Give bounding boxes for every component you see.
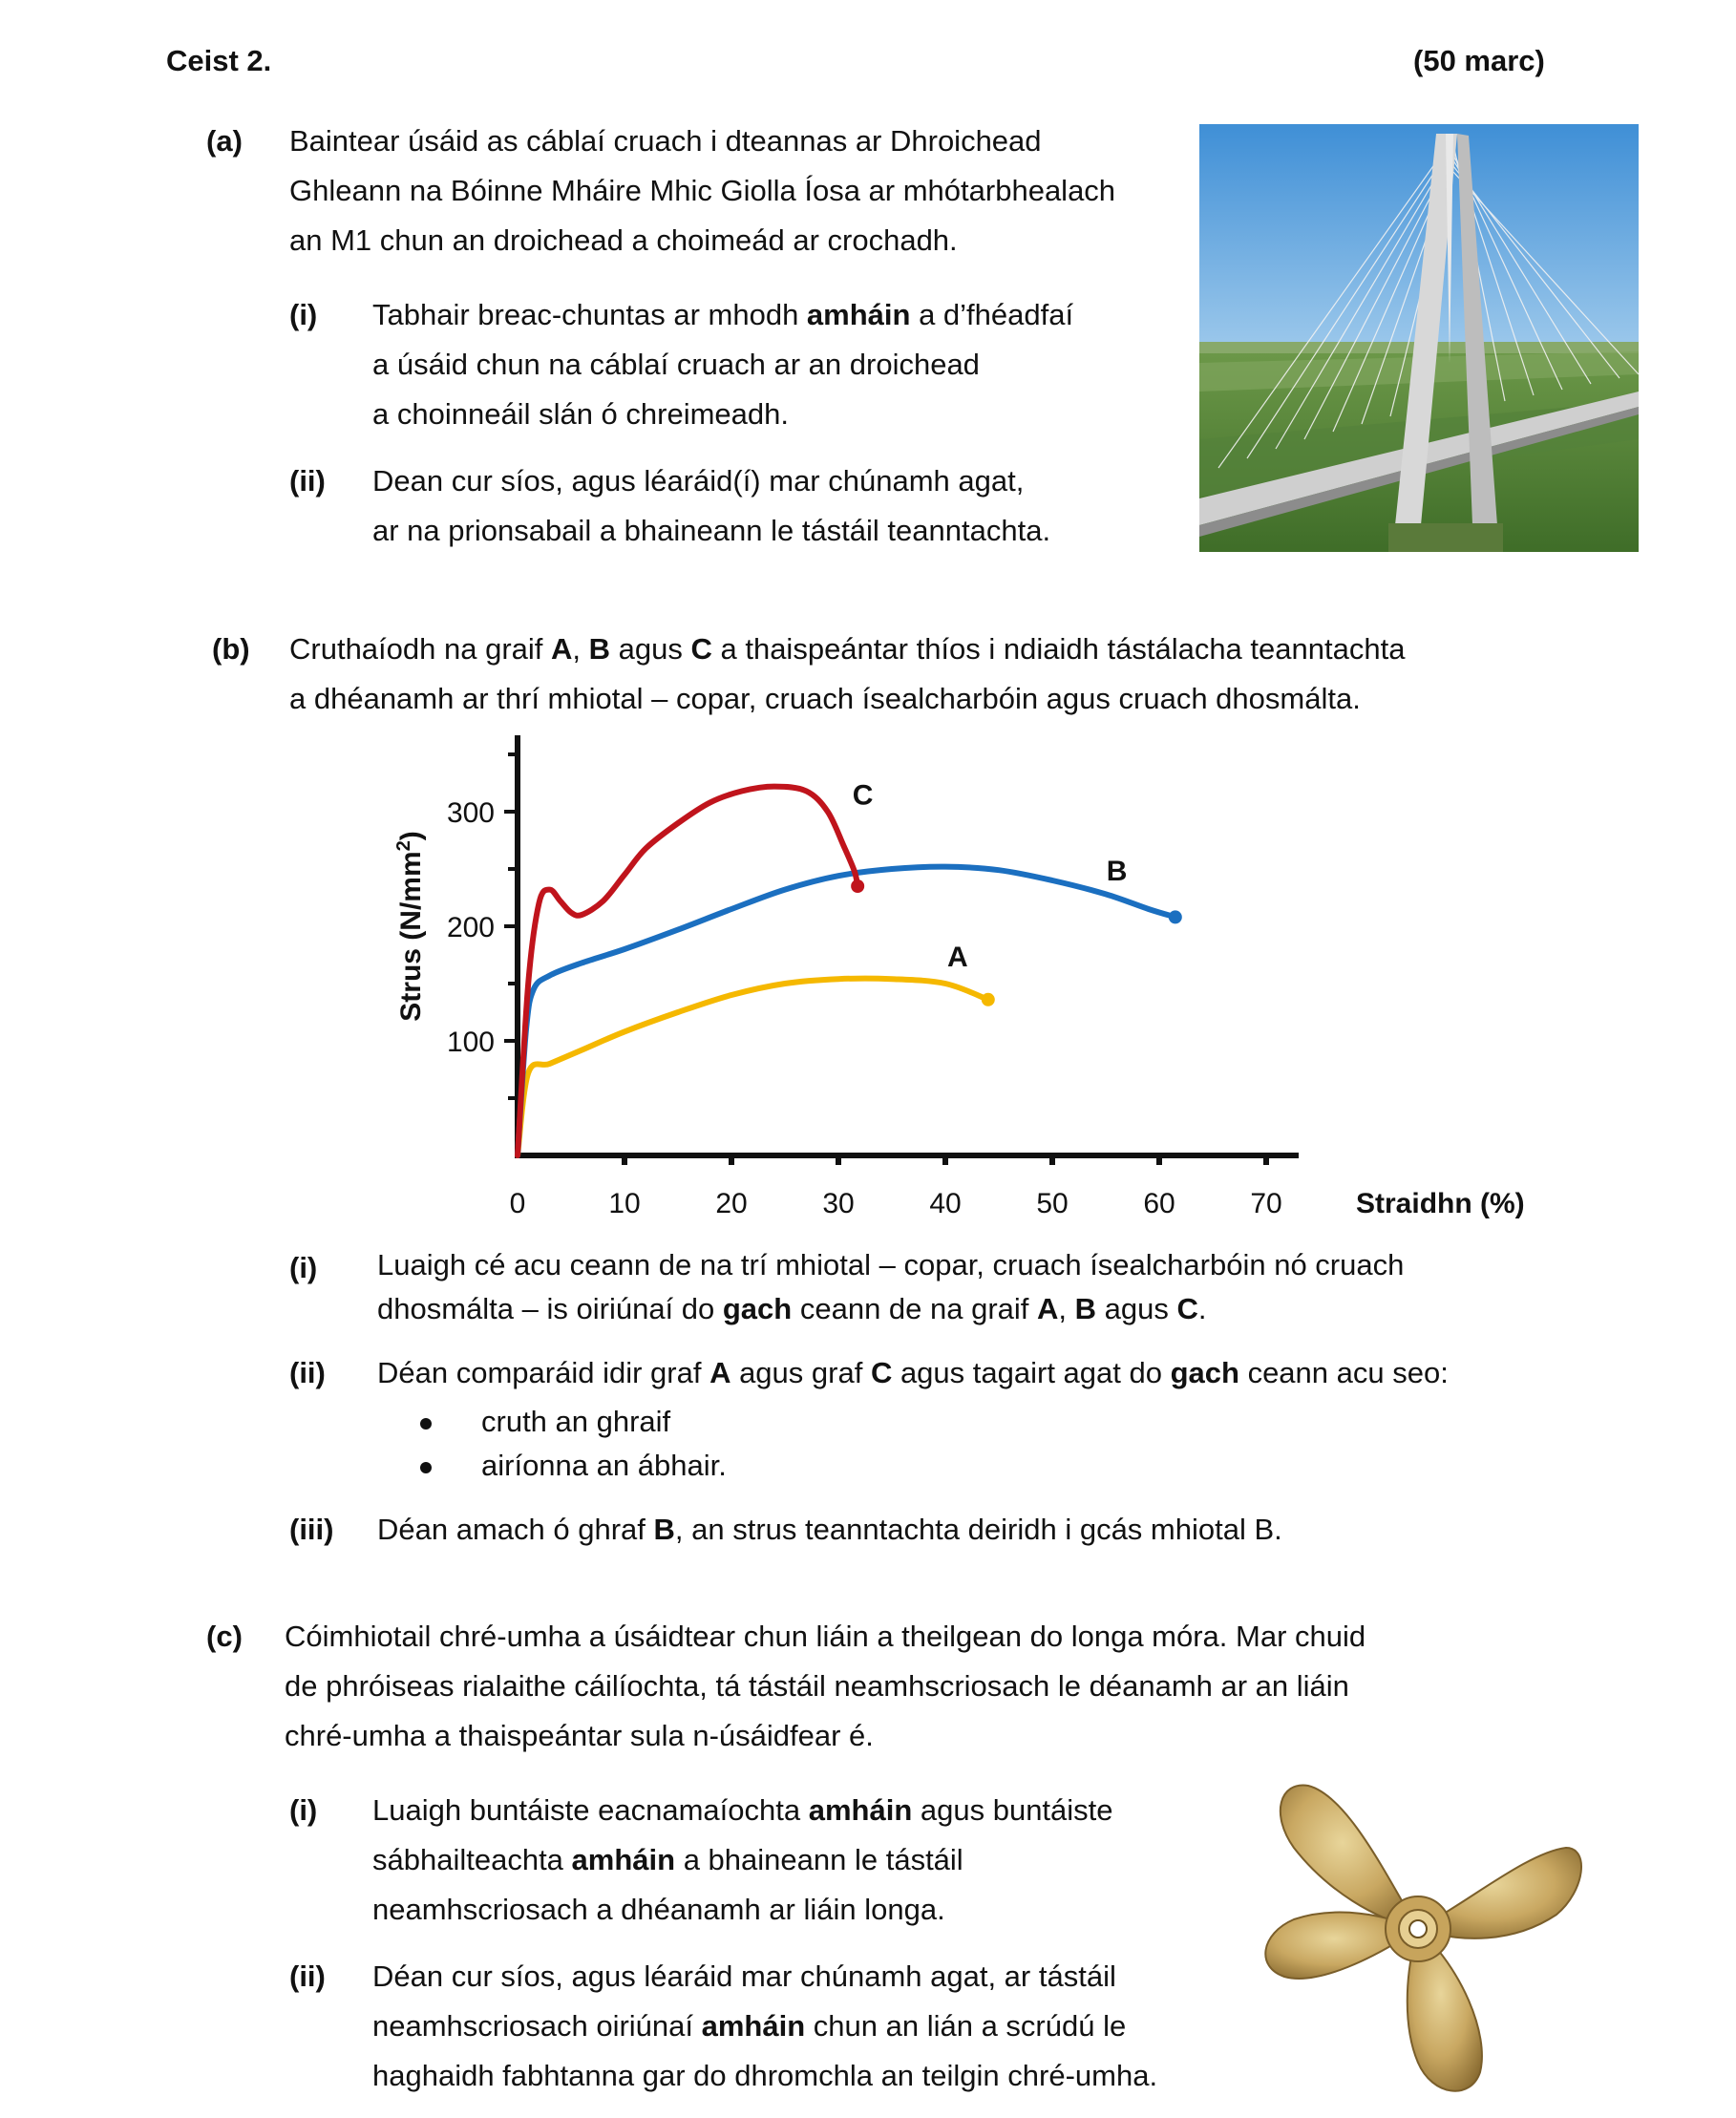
text-span: neamhscriosach oiriúnaí — [372, 2009, 702, 2043]
text-span: a d’fhéadfaí — [910, 298, 1074, 331]
text-span: ceann acu seo: — [1238, 1356, 1449, 1389]
x-tick-label: 70 — [1250, 1188, 1282, 1219]
series-a-label: A — [947, 942, 968, 973]
emphasis: B — [653, 1513, 675, 1546]
y-tick-label: 300 — [446, 797, 495, 829]
y-axis-label: Strus $(N/mm^2)$ — [393, 831, 427, 1022]
bullet-item: airíonna an ábhair. — [481, 1449, 727, 1482]
part-c-intro-line: de phróiseas rialaithe cáilíochta, tá tástáil neamhscriosach le déanamh ar an liáin — [285, 1669, 1349, 1703]
part-b-iii-label: (iii) — [289, 1513, 334, 1546]
x-tick-label: 60 — [1143, 1188, 1175, 1219]
part-a-intro — [289, 116, 1115, 265]
text-span: , — [572, 632, 589, 666]
x-tick-label: 30 — [822, 1188, 855, 1219]
text-span: agus buntáiste — [912, 1793, 1113, 1827]
text-line: Dean cur síos, agus léaráid(í) mar chúnamh agat, — [372, 464, 1025, 498]
text-span: chun an lián a scrúdú le — [805, 2009, 1127, 2043]
part-c-ii-label: (ii) — [289, 1959, 326, 1993]
text-line: a dhéanamh ar thrí mhiotal – copar, cruach ísealcharbóin agus cruach dhosmálta. — [289, 682, 1361, 715]
x-tick-label: 0 — [509, 1188, 526, 1219]
x-tick-label: 50 — [1036, 1188, 1069, 1219]
part-a-intro-line: Baintear úsáid as cáblaí cruach i dteannas ar Dhroichead — [289, 124, 1042, 158]
part-a-ii-label: (ii) — [289, 464, 326, 498]
part-b-label: (b) — [212, 632, 250, 666]
emphasis: A — [709, 1356, 731, 1389]
emphasis: A — [551, 632, 573, 666]
part-a-intro-line: an M1 chun an droichead a choimeád ar crochadh. — [289, 223, 958, 257]
text-span: Luaigh buntáiste eacnamaíochta — [372, 1793, 809, 1827]
text-span: Cruthaíodh na graif — [289, 632, 552, 666]
text-line: Luaigh cé acu ceann de na trí mhiotal – copar, cruach ísealcharbóin nó cruach — [377, 1248, 1405, 1281]
question-number: Ceist 2. — [166, 44, 272, 77]
text-span: a thaispeántar thíos i ndiaidh tástálacha teanntachta — [711, 632, 1406, 666]
emphasis: amháin — [571, 1843, 676, 1876]
part-b-intro — [289, 625, 1405, 724]
text-line: Déan cur síos, agus léaráid mar chúnamh agat, ar tástáil — [372, 1959, 1116, 1993]
text-span: a bhaineann le tástáil — [675, 1843, 963, 1876]
part-a-intro-line: Ghleann na Bóinne Mháire Mhic Giolla Íosa ar mhótarbhealach — [289, 174, 1116, 207]
series-a-endpoint — [982, 993, 995, 1006]
text-line: haghaidh fabhtanna gar do dhromchla an teilgin chré-umha. — [372, 2059, 1158, 2092]
text-span: dhosmálta – is oiriúnaí do — [377, 1292, 723, 1325]
series-b-line — [518, 867, 1175, 1155]
part-b-i-text — [377, 1243, 1404, 1331]
bullet-dot — [420, 1462, 432, 1473]
text-span: agus — [1096, 1292, 1177, 1325]
y-tick-label: 200 — [446, 912, 495, 943]
part-b-ii-label: (ii) — [289, 1356, 326, 1389]
text-span: Déan comparáid idir graf — [377, 1356, 710, 1389]
text-span: agus tagairt agat do — [892, 1356, 1171, 1389]
series-b-label: B — [1106, 856, 1128, 887]
x-tick-label: 40 — [929, 1188, 962, 1219]
text-span: , an strus teanntachta deiridh i gcás mhiotal B. — [674, 1513, 1282, 1546]
emphasis: amháin — [808, 1793, 913, 1827]
stress-strain-chart — [382, 726, 1566, 1222]
part-c-intro-line: chré-umha a thaispeántar sula n-úsáidfear é. — [285, 1719, 874, 1752]
emphasis: gach — [722, 1292, 793, 1325]
text-span: , — [1058, 1292, 1075, 1325]
part-b-i-label: (i) — [289, 1251, 318, 1284]
text-line: neamhscriosach a dhéanamh ar liáin longa. — [372, 1893, 945, 1926]
text-span: Tabhair breac-chuntas ar mhodh — [372, 298, 807, 331]
emphasis: B — [588, 632, 611, 666]
x-tick-label: 10 — [608, 1188, 641, 1219]
x-axis-label: Straidhn (%) — [1356, 1188, 1525, 1219]
text-span: ceann de na graif — [792, 1292, 1038, 1325]
series-c-endpoint — [851, 879, 864, 893]
part-c-intro — [285, 1612, 1366, 1761]
text-line: a choinneáil slán ó chreimeadh. — [372, 397, 789, 431]
emphasis: C — [690, 632, 712, 666]
text-span: sábhailteachta — [372, 1843, 572, 1876]
part-c-i-text — [372, 1786, 1113, 1935]
emphasis: amháin — [701, 2009, 806, 2043]
bullet-item: cruth an ghraif — [481, 1405, 671, 1438]
emphasis: A — [1037, 1292, 1059, 1325]
part-c-ii-text — [372, 1952, 1157, 2101]
emphasis: C — [870, 1356, 893, 1389]
series-a-line — [518, 979, 988, 1155]
question-marks: (50 marc) — [1413, 44, 1545, 77]
bullet-dot — [420, 1418, 432, 1430]
part-c-label: (c) — [206, 1620, 243, 1653]
emphasis: B — [1074, 1292, 1097, 1325]
ship-propeller-photo — [1241, 1757, 1595, 2110]
part-b-iii-text — [377, 1505, 1282, 1555]
x-tick-label: 20 — [715, 1188, 748, 1219]
text-line: ar na prionsabail a bhaineann le tástáil teanntachta. — [372, 514, 1051, 547]
part-a-i-label: (i) — [289, 298, 318, 331]
text-line: a úsáid chun na cáblaí cruach ar an droichead — [372, 348, 980, 381]
text-span: agus graf — [730, 1356, 871, 1389]
part-a-i-text — [372, 290, 1073, 439]
text-span: . — [1197, 1292, 1207, 1325]
part-b-ii-text — [377, 1348, 1449, 1398]
emphasis: gach — [1170, 1356, 1239, 1389]
part-c-intro-line: Cóimhiotail chré-umha a úsáidtear chun liáin a theilgean do longa móra. Mar chuid — [285, 1620, 1366, 1653]
y-tick-label: 100 — [446, 1027, 495, 1058]
part-a-ii-text — [372, 456, 1050, 556]
emphasis: amháin — [806, 298, 911, 331]
series-b-endpoint — [1169, 910, 1182, 923]
series-c-line — [518, 787, 857, 1155]
text-span: Déan amach ó ghraf — [377, 1513, 654, 1546]
part-c-i-label: (i) — [289, 1793, 318, 1827]
cable-stayed-bridge-photo — [1199, 124, 1639, 552]
part-a-label: (a) — [206, 124, 243, 158]
series-c-label: C — [852, 779, 874, 812]
emphasis: C — [1176, 1292, 1198, 1325]
text-span: agus — [610, 632, 691, 666]
